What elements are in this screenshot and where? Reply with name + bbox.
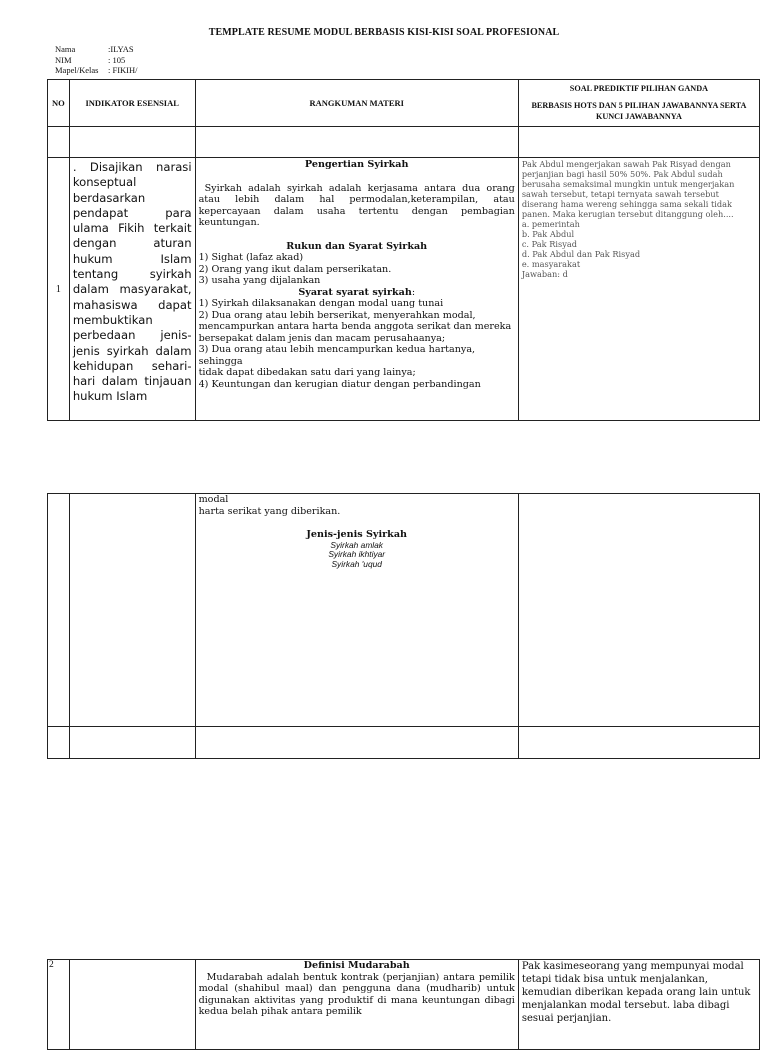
empty-cell <box>69 727 195 759</box>
continued-line: modal <box>198 494 229 505</box>
info-value: :ILYAS <box>108 44 134 54</box>
info-mapel <box>55 65 138 75</box>
table-row-continued <box>48 494 760 727</box>
resume-table-page1 <box>47 79 760 421</box>
rukun-item: 1) Sighat (lafaz akad) <box>198 252 304 263</box>
jenis-item: Syirkah amlak <box>330 539 383 550</box>
table-row-1 <box>48 158 760 421</box>
heading-definisi: Definisi Mudarabah <box>303 960 410 971</box>
info-nim <box>55 55 125 65</box>
empty-cell <box>518 494 759 727</box>
empty-cell <box>195 727 518 759</box>
soal-question: Pak Abdul mengerjakan sawah Pak Risyad dengan perjanjian bagi hasil 50% 50%. Pak Abdul sudah berusaha semaksimal mungkin untuk mengerjakan sawah tersebut, tetapi ternyata sawah tersebut diserang hama wereng sehingga sama sekali tidak panen. Maka kerugian tersebut ditanggung oleh.... <box>521 159 735 219</box>
empty-cell <box>69 960 195 1050</box>
syarat-item: 3) Dua orang atau lebih mencampurkan kedua hartanya, sehingga <box>198 344 476 367</box>
empty-cell <box>518 727 759 759</box>
soal-option: a. pemerintah <box>521 219 580 229</box>
header-soal-line2: BERBASIS HOTS DAN 5 PILIHAN JAWABANNYA SERTA KUNCI JAWABANNYA <box>531 100 747 121</box>
header-soal-line1: SOAL PREDIKTIF PILIHAN GANDA <box>569 83 709 93</box>
jenis-item: Syirkah ikhtiyar <box>328 549 386 559</box>
syarat-item: bersepakat dalam jenis dan macam perusahaanya; <box>198 332 446 344</box>
soal-cell-row2 <box>518 960 759 1050</box>
table-header-row <box>48 80 760 127</box>
header-rangkuman: RANGKUMAN MATERI <box>195 80 518 127</box>
info-label: Nama <box>55 44 76 54</box>
materi-cell <box>195 158 518 421</box>
rukun-item: 3) usaha yang dijalankan <box>198 275 321 286</box>
empty-cell <box>69 494 195 727</box>
info-nama <box>55 44 134 54</box>
soal-answer: Jawaban: d <box>521 269 568 279</box>
row-number: 1 <box>48 158 70 421</box>
paragraph-pengertian: Syirkah adalah syirkah adalah kerjasama antara dua orang atau lebih dalam hal permodalan,keterampilan, atau kepercayaan dalam usaha tertentu dengan pembagian keuntungan. <box>198 182 515 228</box>
row-number: 2 <box>48 960 70 1050</box>
materi-cell-continued <box>195 494 518 727</box>
table-row-2 <box>48 960 760 1050</box>
heading-syarat: Syarat syarat syirkah: <box>298 286 416 298</box>
info-label: Mapel/Kelas <box>55 65 99 75</box>
header-no: NO <box>48 80 70 127</box>
header-indikator: INDIKATOR ESENSIAL <box>69 80 195 127</box>
jenis-item: Syirkah 'uqud <box>331 558 382 569</box>
info-value: : FIKIH/ <box>108 65 138 75</box>
soal-question: Pak kasimeseorang yang mempunyai modal tetapi tidak bisa untuk menjalankan, kemudian diberikan kepada orang lain untuk menjalankan modal tersebut. laba dibagi sesuai perjanjian. <box>521 961 751 1024</box>
empty-cell <box>48 494 70 727</box>
empty-cell <box>195 127 518 158</box>
info-value: : 105 <box>108 54 126 65</box>
syarat-item: 1) Syirkah dilaksanakan dengan modal uang tunai <box>198 298 444 309</box>
heading-jenis: Jenis-jenis Syirkah <box>306 529 408 540</box>
resume-table-page2 <box>47 493 760 759</box>
indikator-text: . Disajikan narasi konseptual berdasarkan pendapat para ulama Fikih terkait dengan aturan hukum Islam tentang syirkah dalam masyarakat, mahasiswa dapat membuktikan perbedaan jenis-jenis syirkah dalam kehidupan sehari-hari dalam tinjauan hukum Islam <box>69 158 195 421</box>
empty-row <box>48 727 760 759</box>
syarat-item: tidak dapat dibedakan satu dari yang lainya; <box>198 367 416 378</box>
heading-syarat-text: Syarat syarat syirkah <box>298 286 412 298</box>
soal-cell <box>518 158 759 421</box>
soal-option: d. Pak Abdul dan Pak Risyad <box>521 249 641 259</box>
heading-pengertian: Pengertian Syirkah <box>304 159 409 170</box>
resume-table-page3 <box>47 959 760 1050</box>
info-label: NIM <box>55 54 72 65</box>
empty-cell <box>48 127 70 158</box>
syarat-item: 4) Keuntungan dan kerugian diatur dengan perbandingan <box>198 378 481 390</box>
page-title: TEMPLATE RESUME MODUL BERBASIS KISI-KISI SOAL PROFESIONAL <box>208 27 560 38</box>
materi-cell-row2 <box>195 960 518 1050</box>
soal-option: b. Pak Abdul <box>521 229 575 239</box>
empty-row <box>48 127 760 158</box>
header-soal <box>518 80 759 127</box>
paragraph-definisi: Mudarabah adalah bentuk kontrak (perjanjian) antara pemilik modal (shahibul maal) dan pengguna dana (mudharib) untuk digunakan aktivitas yang produktif di mana keuntungan dibagi kedua belah pihak antara pemilik <box>198 971 515 1017</box>
continued-line: harta serikat yang diberikan. <box>198 505 341 517</box>
syarat-item: 2) Dua orang atau lebih berserikat, menyerahkan modal, mencampurkan antara harta benda anggota serikat dan mereka <box>198 309 512 332</box>
rukun-item: 2) Orang yang ikut dalam perserikatan. <box>198 263 392 275</box>
empty-cell <box>48 727 70 759</box>
empty-cell <box>518 127 759 158</box>
soal-option: e. masyarakat <box>521 259 581 269</box>
soal-option: c. Pak Risyad <box>521 239 577 249</box>
heading-rukun: Rukun dan Syarat Syirkah <box>286 240 428 252</box>
empty-cell <box>69 127 195 158</box>
